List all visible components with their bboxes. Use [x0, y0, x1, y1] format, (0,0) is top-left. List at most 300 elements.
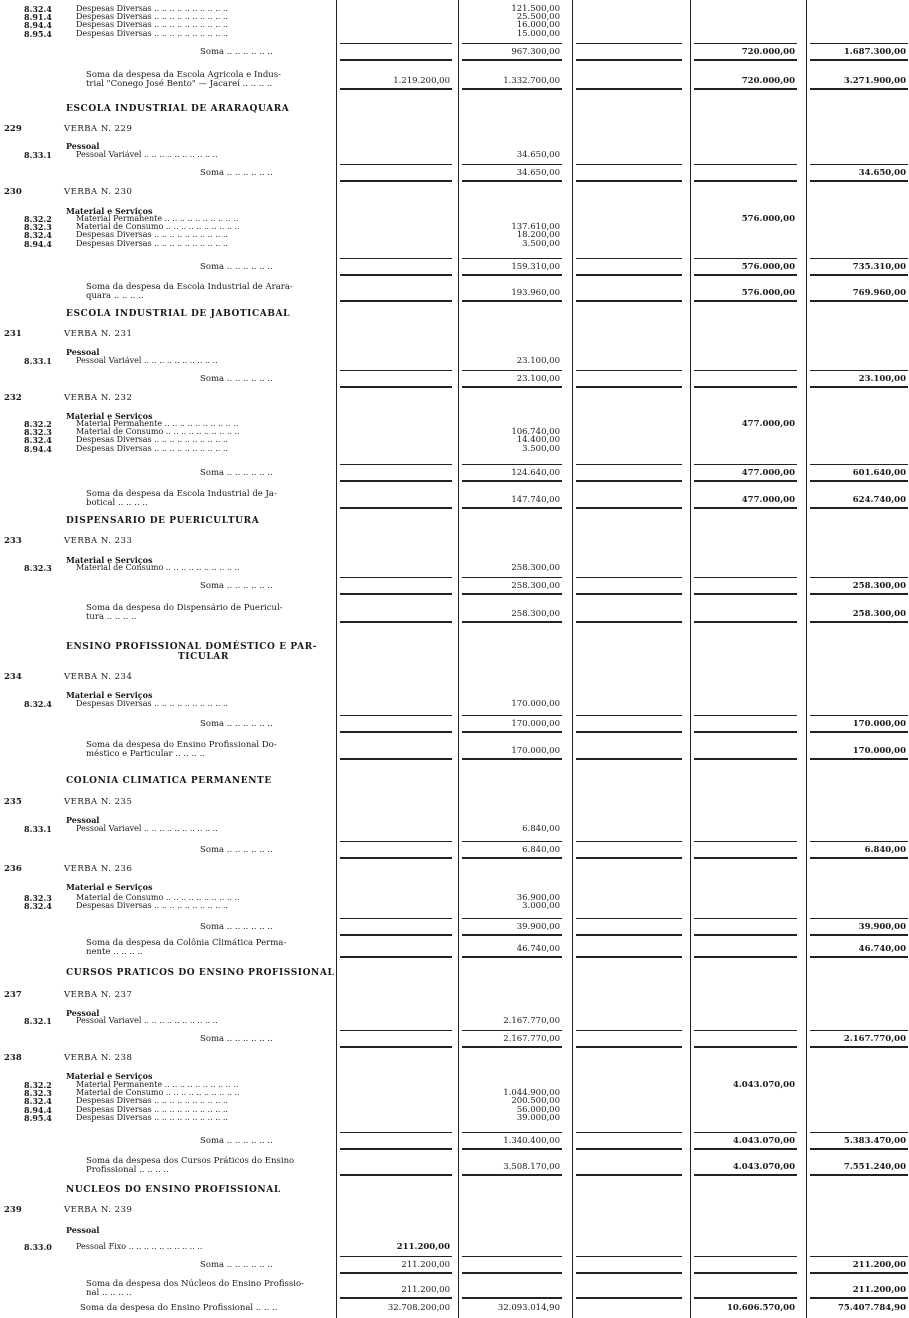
rule-line: [462, 918, 562, 919]
rule-line: [576, 386, 682, 388]
rule-line: [576, 1256, 682, 1257]
rule-line: [462, 593, 562, 595]
amount-cell: 1.687.300,00: [843, 47, 906, 57]
item-code: 8.33.1: [24, 150, 52, 160]
sum-label: trial "Conego José Bento" — Jacareí .. .. .. ..: [86, 79, 273, 89]
verba-label: VERBA N. 235: [64, 797, 133, 807]
item-label: Material Permanente .. .. .. .. .. .. .. .. .. ..: [76, 1080, 239, 1089]
item-code: 8.95.4: [24, 28, 52, 39]
rule-line: [340, 88, 452, 90]
rule-line: [694, 480, 797, 482]
amount-cell: 769.960,00: [852, 288, 906, 298]
sum-label: Soma .. .. .. .. .. ..: [200, 845, 273, 855]
amount-cell: 601.640,00: [852, 468, 906, 478]
verba-label: VERBA N. 239: [64, 1205, 133, 1215]
amount-cell: 170.000,00: [511, 746, 560, 756]
amount-cell: 3.000,00: [522, 901, 560, 912]
amount-cell: 170.000,00: [511, 699, 560, 709]
rule-line: [810, 857, 908, 859]
group-label: Material e Serviços: [66, 555, 153, 565]
item-code: 8.94.4: [24, 443, 52, 454]
rule-line: [810, 1132, 908, 1133]
rule-line: [462, 1256, 562, 1257]
amount-cell: 5.383.470,00: [843, 1136, 906, 1146]
rule-line: [694, 300, 797, 302]
rule-line: [340, 1256, 452, 1257]
rule-line: [810, 956, 908, 958]
rule-line: [694, 1297, 797, 1299]
item-label: Material de Consumo .. .. .. .. .. .. .. .. .. ..: [76, 222, 240, 232]
item-label: Pessoal Variavel .. .. .. .. .. .. .. .. .. ..: [76, 1016, 218, 1025]
amount-cell: 211.200,00: [396, 1242, 450, 1252]
rule-line: [576, 370, 682, 371]
rule-line: [694, 1272, 797, 1274]
rule-line: [340, 857, 452, 859]
rule-line: [576, 300, 682, 302]
amount-cell: 23.100,00: [516, 356, 560, 366]
rule-line: [810, 1297, 908, 1299]
rule-line: [810, 507, 908, 509]
rule-line: [462, 480, 562, 482]
amount-cell: 23.100,00: [516, 374, 560, 384]
sum-label: tura .. .. .. ..: [86, 612, 137, 622]
amount-cell: 137.610,00: [511, 222, 560, 233]
rule-line: [340, 43, 452, 44]
rule-line: [810, 164, 908, 165]
verba-label: VERBA N. 237: [64, 990, 133, 1000]
column-divider: [806, 0, 807, 1318]
rule-line: [462, 88, 562, 90]
group-label: Pessoal: [66, 1008, 100, 1018]
amount-cell: 15.000,00: [516, 28, 560, 39]
item-code: 8.91.4: [24, 12, 52, 23]
rule-line: [462, 507, 562, 509]
rule-line: [340, 480, 452, 482]
amount-cell: 258.300,00: [852, 581, 906, 591]
rule-line: [462, 1046, 562, 1048]
item-label: Despesas Diversas .. .. .. .. .. .. .. .. .. ..: [76, 230, 228, 240]
section-heading: ESCOLA INDUSTRIAL DE JABOTICABAL: [66, 309, 291, 319]
amount-cell: 624.740,00: [852, 495, 906, 505]
amount-cell: 170.000,00: [852, 746, 906, 756]
group-label: Pessoal: [66, 1225, 100, 1235]
group-label: Material e Serviços: [66, 882, 153, 892]
item-label: Despesas Diversas .. .. .. .. .. .. .. .. .. ..: [76, 1096, 228, 1106]
amount-cell: 2.167.770,00: [503, 1016, 560, 1026]
amount-cell: 3.271.900,00: [843, 76, 906, 86]
item-code: 8.32.2: [24, 214, 52, 224]
rule-line: [340, 934, 452, 936]
amount-cell: 211.200,00: [852, 1285, 906, 1295]
rule-line: [810, 464, 908, 465]
amount-cell: 211.200,00: [401, 1285, 450, 1295]
amount-cell: 34.650,00: [516, 168, 560, 178]
rule-line: [462, 1148, 562, 1150]
rule-line: [576, 841, 682, 842]
item-code: 8.32.3: [24, 893, 52, 903]
rule-line: [694, 43, 797, 44]
column-divider: [336, 0, 337, 1318]
rule-line: [576, 59, 682, 61]
rule-line: [340, 593, 452, 595]
rule-line: [694, 1030, 797, 1031]
group-label: Pessoal: [66, 141, 100, 151]
rule-line: [576, 956, 682, 958]
amount-cell: 121.500,00: [511, 4, 560, 14]
rule-line: [340, 59, 452, 61]
amount-cell: 477.000,00: [741, 495, 795, 505]
item-label: Despesas Diversas .. .. .. .. .. .. .. .. .. ..: [76, 4, 228, 13]
rule-line: [462, 258, 562, 259]
item-label: Material Permanente .. .. .. .. .. .. .. .. .. ..: [76, 419, 239, 428]
rule-line: [810, 274, 908, 276]
amount-cell: 18.200,00: [516, 230, 560, 241]
section-heading: CURSOS PRATICOS DO ENSINO PROFISSIONAL: [66, 968, 335, 978]
item-code: 8.32.2: [24, 1080, 52, 1090]
rule-line: [340, 731, 452, 733]
item-code: 8.32.3: [24, 222, 52, 233]
rule-line: [462, 1272, 562, 1274]
item-code: 8.33.0: [24, 1242, 52, 1252]
amount-cell: 170.000,00: [852, 719, 906, 729]
rule-line: [340, 758, 452, 760]
group-label: Material e Serviços: [66, 411, 153, 421]
amount-cell: 32.708.200,00: [387, 1303, 450, 1313]
rule-line: [462, 934, 562, 936]
item-code: 8.32.3: [24, 563, 52, 573]
rule-line: [340, 956, 452, 958]
item-code: 8.32.4: [24, 230, 52, 241]
rule-line: [340, 370, 452, 371]
rule-line: [694, 59, 797, 61]
verba-code: 236: [4, 864, 22, 874]
amount-cell: 258.300,00: [852, 609, 906, 619]
amount-cell: 147.740,00: [511, 495, 560, 505]
rule-line: [462, 1132, 562, 1133]
amount-cell: 576.000,00: [741, 214, 795, 224]
rule-line: [810, 480, 908, 482]
rule-line: [462, 841, 562, 842]
rule-line: [340, 1132, 452, 1133]
verba-code: 232: [4, 393, 22, 403]
rule-line: [340, 577, 452, 578]
item-code: 8.32.2: [24, 419, 52, 429]
column-divider: [690, 0, 691, 1318]
rule-line: [810, 370, 908, 371]
rule-line: [462, 857, 562, 859]
amount-cell: 23.100,00: [858, 374, 906, 384]
rule-line: [340, 1030, 452, 1031]
rule-line: [694, 1174, 797, 1176]
sum-label: méstico e Particular .. .. .. ..: [86, 749, 206, 759]
rule-line: [576, 88, 682, 90]
sum-label: Soma .. .. .. .. .. ..: [200, 719, 273, 729]
section-heading: NUCLEOS DO ENSINO PROFISSIONAL: [66, 1185, 281, 1195]
rule-line: [694, 593, 797, 595]
verba-label: VERBA N. 233: [64, 536, 133, 546]
rule-line: [340, 1174, 452, 1176]
item-label: Despesas Diversas .. .. .. .. .. .. .. .. .. ..: [76, 443, 228, 453]
amount-cell: 967.300,00: [511, 47, 560, 57]
amount-cell: 2.167.770,00: [843, 1034, 906, 1044]
rule-line: [462, 758, 562, 760]
rule-line: [694, 386, 797, 388]
amount-cell: 4.043.070,00: [732, 1136, 795, 1146]
verba-code: 231: [4, 329, 22, 339]
rule-line: [810, 1256, 908, 1257]
sum-label: nente .. .. .. ..: [86, 947, 143, 957]
sum-label: Soma .. .. .. .. .. ..: [200, 262, 273, 272]
amount-cell: 56.000,00: [516, 1104, 560, 1115]
rule-line: [576, 1030, 682, 1031]
verba-label: VERBA N. 236: [64, 864, 133, 874]
sum-label: Soma .. .. .. .. .. ..: [200, 468, 273, 478]
item-label: Pessoal Variável .. .. .. .. .. .. .. .. .. ..: [76, 150, 218, 159]
rule-line: [340, 621, 452, 623]
rule-line: [340, 507, 452, 509]
amount-cell: 1.044.900,00: [503, 1088, 560, 1099]
amount-cell: 720.000,00: [741, 76, 795, 86]
item-label: Despesas Diversas .. .. .. .. .. .. .. .. .. ..: [76, 12, 228, 22]
item-code: 8.32.4: [24, 1096, 52, 1107]
rule-line: [340, 464, 452, 465]
rule-line: [810, 593, 908, 595]
verba-label: VERBA N. 238: [64, 1053, 133, 1063]
group-label: Material e Serviços: [66, 1071, 153, 1081]
amount-cell: 258.300,00: [511, 609, 560, 619]
item-label: Despesas Diversas .. .. .. .. .. .. .. .. .. ..: [76, 20, 228, 30]
group-label: Pessoal: [66, 815, 100, 825]
amount-cell: 200.500,00: [511, 1096, 560, 1107]
item-code: 8.32.4: [24, 435, 52, 446]
sum-label: botical .. .. .. ..: [86, 498, 148, 508]
rule-line: [576, 1132, 682, 1133]
rule-line: [462, 956, 562, 958]
item-label: Material de Consumo .. .. .. .. .. .. .. .. .. ..: [76, 893, 240, 902]
amount-cell: 258.300,00: [511, 581, 560, 591]
rule-line: [694, 88, 797, 90]
rule-line: [462, 715, 562, 716]
rule-line: [340, 1297, 452, 1299]
column-divider: [572, 0, 573, 1318]
rule-line: [340, 715, 452, 716]
amount-cell: 39.900,00: [858, 922, 906, 932]
rule-line: [576, 507, 682, 509]
verba-code: 233: [4, 536, 22, 546]
verba-label: VERBA N. 234: [64, 672, 133, 682]
sum-label: Soma .. .. .. .. .. ..: [200, 581, 273, 591]
amount-cell: 36.900,00: [516, 893, 560, 903]
amount-cell: 25.500,00: [516, 12, 560, 23]
rule-line: [340, 164, 452, 165]
amount-cell: 1.332.700,00: [503, 76, 560, 86]
rule-line: [462, 300, 562, 302]
sum-label: Soma da despesa dos Núcleos do Ensino Profissio-: [86, 1279, 304, 1289]
rule-line: [694, 577, 797, 578]
rule-line: [462, 1297, 562, 1299]
verba-code: 234: [4, 672, 22, 682]
rule-line: [462, 59, 562, 61]
rule-line: [576, 43, 682, 44]
rule-line: [576, 758, 682, 760]
rule-line: [810, 621, 908, 623]
sum-label: nal .. .. .. ..: [86, 1288, 132, 1298]
amount-cell: 46.740,00: [858, 944, 906, 954]
amount-cell: 1.219.200,00: [393, 76, 450, 86]
rule-line: [810, 258, 908, 259]
rule-line: [576, 918, 682, 919]
amount-cell: 477.000,00: [741, 419, 795, 429]
sum-label: Soma .. .. .. .. .. ..: [200, 374, 273, 384]
sum-label: Soma da despesa da Escola Industrial de Arara-: [86, 282, 293, 292]
sum-label: Soma da despesa da Escola Agricola e Indus-: [86, 70, 282, 80]
rule-line: [694, 1046, 797, 1048]
sum-label: Soma da despesa do Ensino Profissional .. .. ..: [80, 1303, 278, 1313]
verba-label: VERBA N. 229: [64, 124, 133, 134]
rule-line: [810, 758, 908, 760]
verba-code: 229: [4, 124, 22, 134]
rule-line: [694, 274, 797, 276]
amount-cell: 10.606.570,00: [726, 1303, 795, 1313]
sum-label: Soma .. .. .. .. .. ..: [200, 168, 273, 178]
rule-line: [694, 464, 797, 465]
rule-line: [694, 1256, 797, 1257]
rule-line: [340, 386, 452, 388]
sum-label: Profissional .. .. .. ..: [86, 1165, 169, 1175]
sum-label: Soma .. .. .. .. .. ..: [200, 1260, 273, 1270]
rule-line: [810, 577, 908, 578]
amount-cell: 34.650,00: [858, 168, 906, 178]
amount-cell: 193.960,00: [511, 288, 560, 298]
rule-line: [462, 274, 562, 276]
amount-cell: 32.093.014,90: [497, 1303, 560, 1313]
rule-line: [810, 59, 908, 61]
rule-line: [576, 731, 682, 733]
amount-cell: 3.500,00: [522, 238, 560, 249]
sum-label: Soma da despesa da Escola Industrial de Ja-: [86, 489, 277, 499]
sum-label: quara .. .. .. ..: [86, 291, 144, 301]
amount-cell: 576.000,00: [741, 288, 795, 298]
rule-line: [462, 621, 562, 623]
rule-line: [462, 1174, 562, 1176]
amount-cell: 211.200,00: [401, 1260, 450, 1270]
section-heading: TICULAR: [178, 652, 229, 662]
rule-line: [694, 507, 797, 509]
rule-line: [340, 274, 452, 276]
verba-code: 239: [4, 1205, 22, 1215]
rule-line: [810, 1046, 908, 1048]
rule-line: [576, 934, 682, 936]
rule-line: [810, 934, 908, 936]
item-label: Despesas Diversas .. .. .. .. .. .. .. .. .. ..: [76, 28, 228, 38]
rule-line: [810, 1030, 908, 1031]
rule-line: [694, 621, 797, 623]
rule-line: [694, 164, 797, 165]
item-label: Material de Consumo .. .. .. .. .. .. .. .. .. ..: [76, 563, 240, 572]
rule-line: [340, 1046, 452, 1048]
rule-line: [810, 300, 908, 302]
section-heading: ENSINO PROFISSIONAL DOMÉSTICO E PAR-: [66, 642, 318, 652]
rule-line: [576, 1148, 682, 1150]
sum-label: Soma da despesa do Dispensário de Puericul-: [86, 603, 283, 613]
rule-line: [694, 1132, 797, 1133]
item-code: 8.32.4: [24, 901, 52, 912]
amount-cell: 1.340.400,00: [503, 1136, 560, 1146]
rule-line: [576, 1174, 682, 1176]
rule-line: [462, 370, 562, 371]
rule-line: [462, 731, 562, 733]
item-code: 8.33.1: [24, 356, 52, 366]
rule-line: [694, 857, 797, 859]
amount-cell: 6.840,00: [522, 824, 560, 834]
rule-line: [340, 300, 452, 302]
item-label: Pessoal Variável .. .. .. .. .. .. .. .. .. ..: [76, 356, 218, 365]
item-label: Despesas Diversas .. .. .. .. .. .. .. .. .. ..: [76, 1112, 228, 1122]
amount-cell: 34.650,00: [516, 150, 560, 160]
item-label: Despesas Diversas .. .. .. .. .. .. .. .. .. ..: [76, 1104, 228, 1114]
verba-label: VERBA N. 231: [64, 329, 133, 339]
rule-line: [462, 43, 562, 44]
sum-label: Soma .. .. .. .. .. ..: [200, 922, 273, 932]
amount-cell: 16.000,00: [516, 20, 560, 31]
verba-code: 235: [4, 797, 22, 807]
item-code: 8.32.3: [24, 427, 52, 438]
verba-code: 238: [4, 1053, 22, 1063]
amount-cell: 6.840,00: [522, 845, 560, 855]
amount-cell: 39.900,00: [516, 922, 560, 932]
item-label: Material de Consumo .. .. .. .. .. .. .. .. .. ..: [76, 1088, 240, 1098]
rule-line: [576, 1272, 682, 1274]
sum-label: Soma .. .. .. .. .. ..: [200, 1034, 273, 1044]
rule-line: [810, 1272, 908, 1274]
rule-line: [576, 577, 682, 578]
rule-line: [810, 1148, 908, 1150]
item-label: Material de Consumo .. .. .. .. .. .. .. .. .. ..: [76, 427, 240, 437]
rule-line: [694, 370, 797, 371]
amount-cell: 170.000,00: [511, 719, 560, 729]
rule-line: [340, 1272, 452, 1274]
verba-code: 230: [4, 187, 22, 197]
rule-line: [340, 841, 452, 842]
amount-cell: 2.167.770,00: [503, 1034, 560, 1044]
sum-label: Soma da despesa do Ensino Profissional Do-: [86, 740, 277, 750]
rule-line: [810, 731, 908, 733]
rule-line: [694, 841, 797, 842]
rule-line: [694, 180, 797, 182]
section-heading: ESCOLA INDUSTRIAL DE ARARAQUARA: [66, 104, 290, 114]
amount-cell: 4.043.070,00: [732, 1080, 795, 1090]
rule-line: [340, 918, 452, 919]
rule-line: [576, 1046, 682, 1048]
item-code: 8.32.4: [24, 699, 52, 709]
rule-line: [810, 715, 908, 716]
item-code: 8.32.3: [24, 1088, 52, 1099]
rule-line: [810, 386, 908, 388]
column-divider: [458, 0, 459, 1318]
rule-line: [694, 934, 797, 936]
rule-line: [462, 577, 562, 578]
amount-cell: 735.310,00: [852, 262, 906, 272]
rule-line: [810, 43, 908, 44]
rule-line: [576, 180, 682, 182]
rule-line: [694, 258, 797, 259]
rule-line: [576, 1297, 682, 1299]
rule-line: [576, 258, 682, 259]
rule-line: [340, 1148, 452, 1150]
rule-line: [694, 918, 797, 919]
amount-cell: 477.000,00: [741, 468, 795, 478]
rule-line: [462, 386, 562, 388]
